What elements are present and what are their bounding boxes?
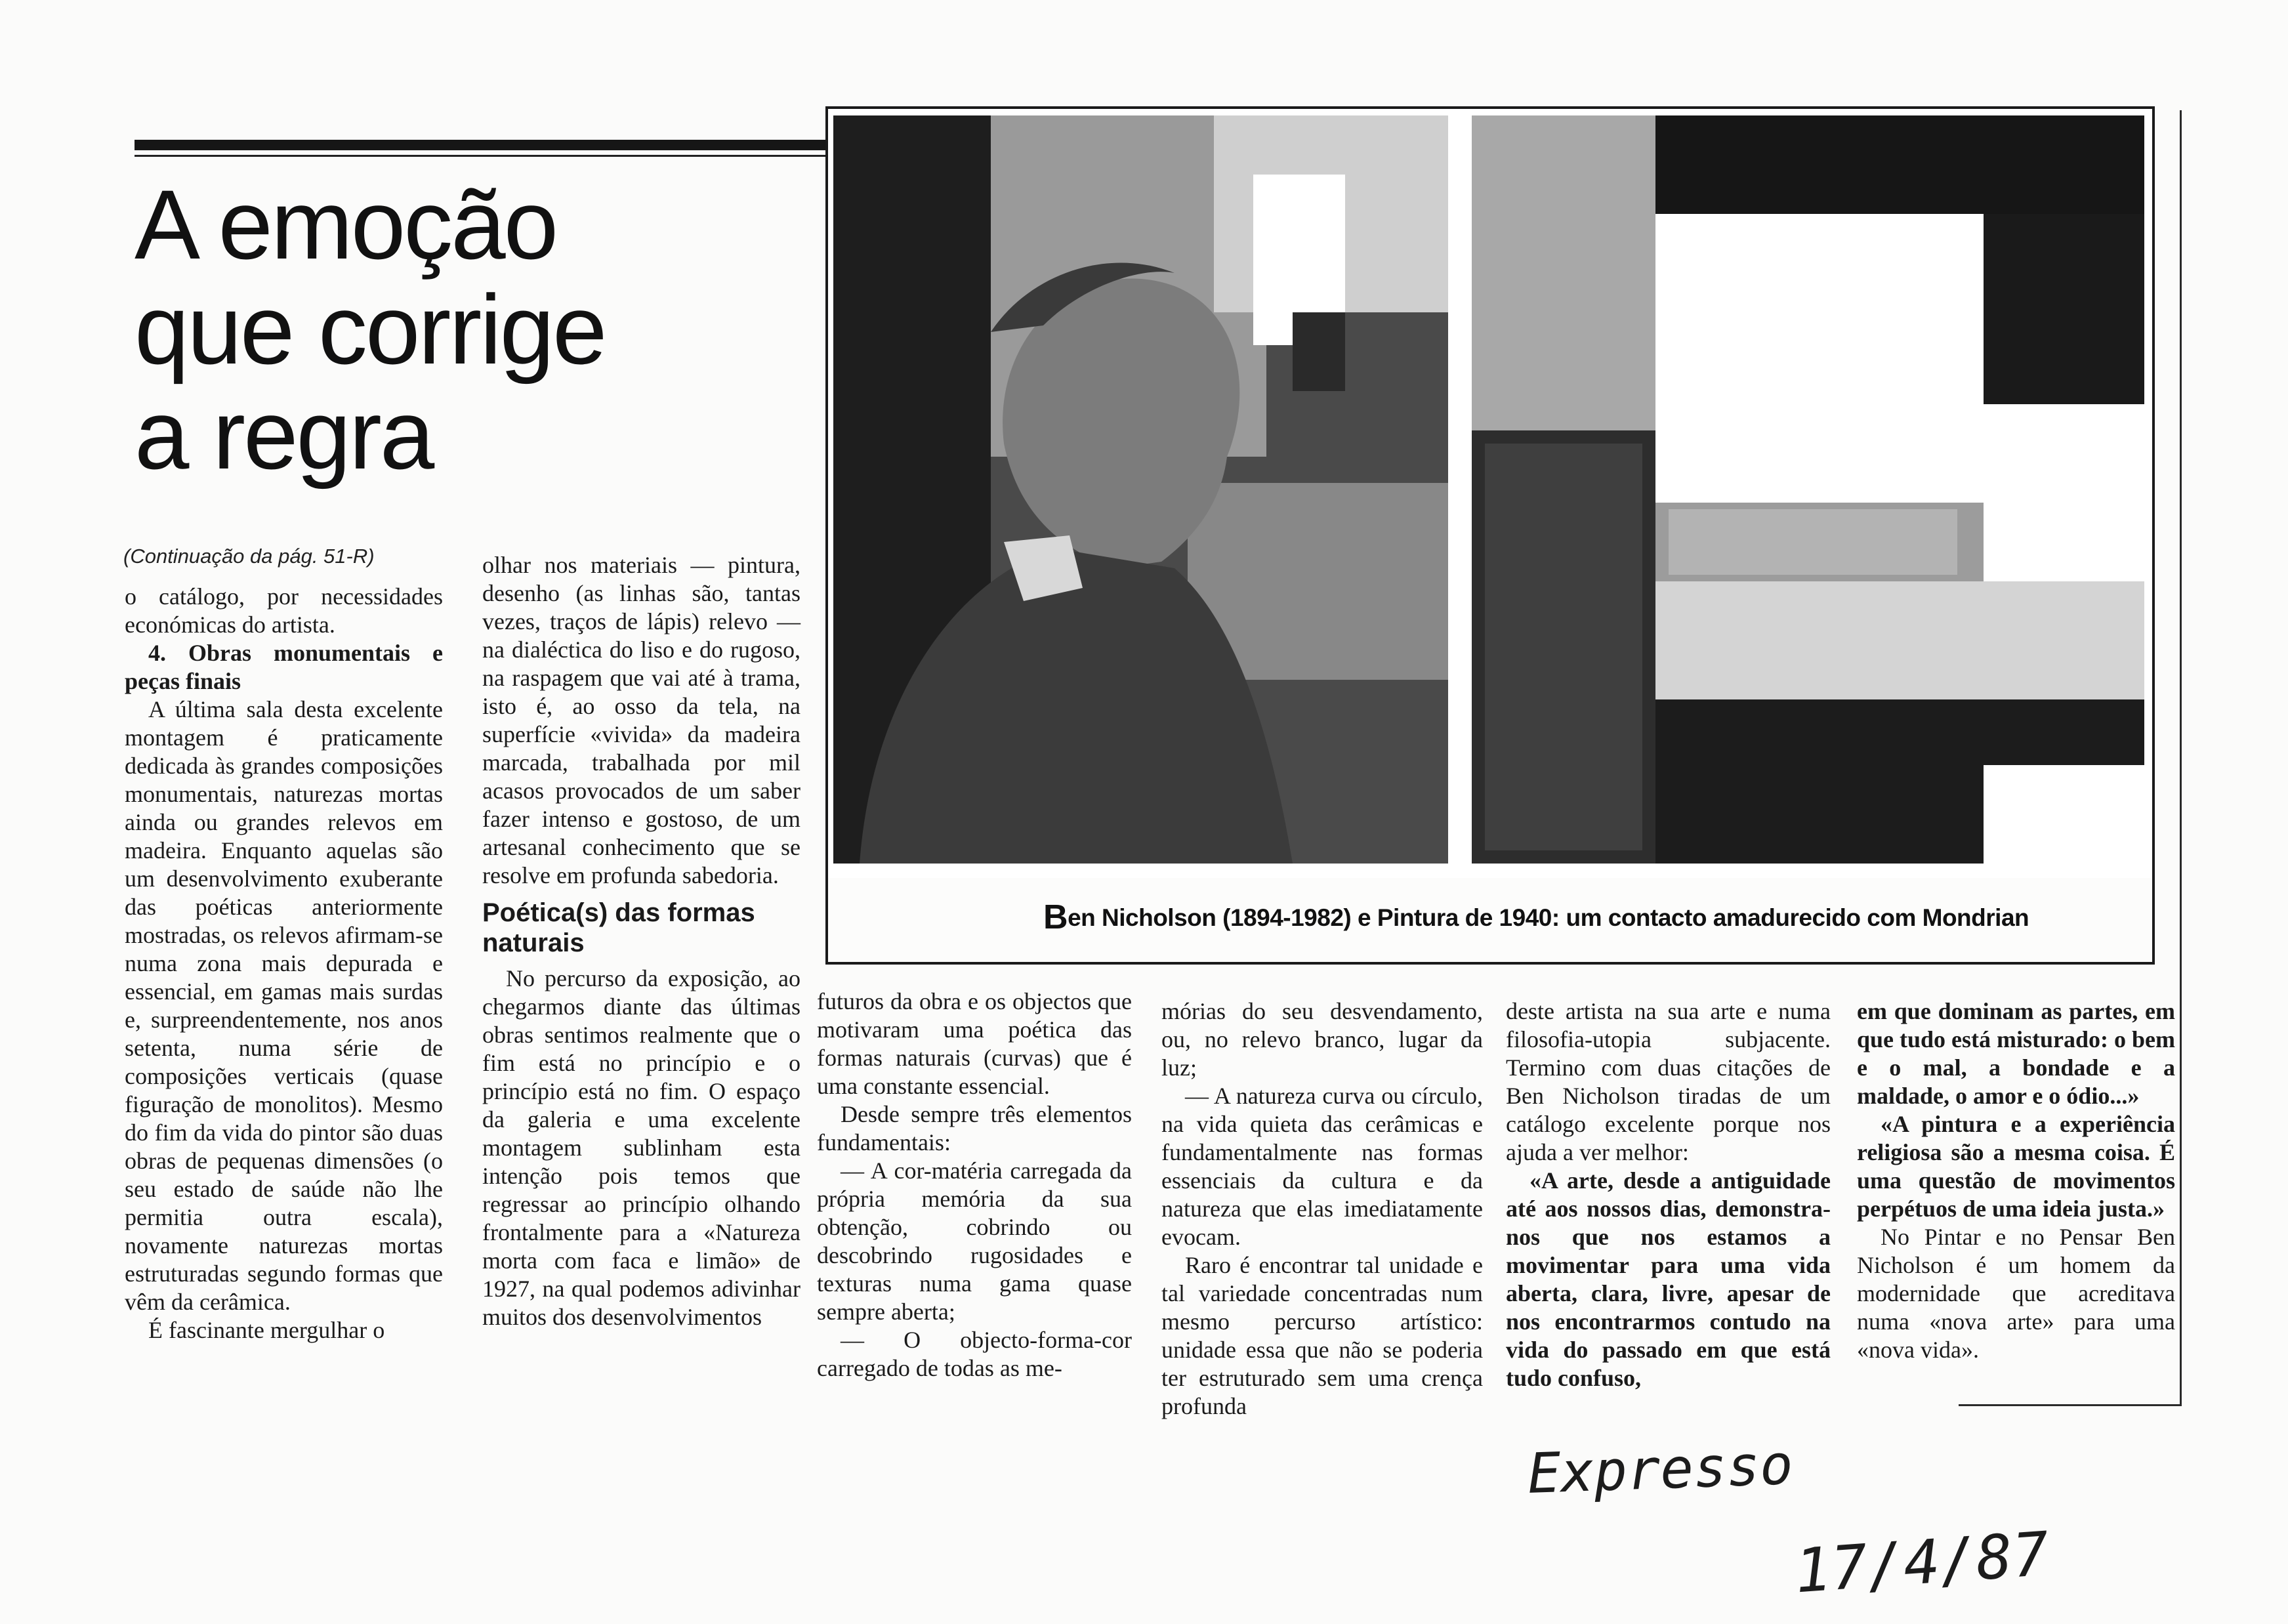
handwritten-date: 17/4/87 xyxy=(1792,1518,2051,1607)
painting-photo-art xyxy=(1472,115,2144,864)
paragraph: No Pintar e no Pensar Ben Nicholson é um homem da modernidade que acreditava numa «nova arte» para uma «nova vida». xyxy=(1857,1224,2175,1363)
caption-initial: B xyxy=(1043,898,1068,936)
paragraph: olhar nos materiais — pintura, desenho (as linhas são, tantas vezes, traços de lápis) relevo — na dialéctica do liso e do rugoso, na raspagem que vai até à trama, isto é, ao osso da tela, na superfície «vivida» da madeira marcada, trabalhada por mil acasos provocados de um saber fazer intenso e gostoso, de um artesanal conhecimento que se resolve em profunda sabedoria. xyxy=(482,552,801,888)
quote-paragraph: «A pintura e a experiência religiosa são a mesma coisa. É uma questão de movimentos perpétuos de uma ideia justa.» xyxy=(1857,1111,2175,1222)
paragraph: No percurso da exposição, ao chegarmos diante das últimas obras sentimos realmente que o fim está no princípio e o princípio está no fim. O espaço da galeria e uma excelente montagem sublinham esta intenção pois temos que regressar ao princípio olhando frontalmente para a «Natureza morta com faca e limão» de 1927, na qual podemos adivinhar muitos dos desenvolvimentos xyxy=(482,965,801,1330)
paragraph: — A cor-matéria carregada da própria memória da sua obtenção, cobrindo ou descobrindo rugosidades e texturas numa gama quase sempre aberta; xyxy=(817,1157,1132,1325)
quote-paragraph: «A arte, desde a antiguidade até aos nossos dias, demonstra-nos que nos estamos a movimentar para uma vida aberta, clara, livre, apesar de nos encontrarmos contudo na vida do passado em que está tudo confuso, xyxy=(1506,1167,1831,1391)
portrait-photo xyxy=(833,115,1448,864)
paragraph: A última sala desta excelente montagem é praticamente dedicada às grandes composições monumentais, naturezas mortas ainda ou grandes relevos em madeira. Enquanto aquelas são um desenvolvimento exuberante das poéticas anteriormente mostradas, os relevos afirmam-se numa zona mais depurada e essencial, em gamas mais surdas e, surpreendentemente, nos anos setenta, numa série de composições verticais (quase figuração de monolitos). Mesmo do fim da vida do pintor são duas obras de pequenas dimensões (o seu estado de saúde não lhe permitia outra escala), novamente naturezas mortas estruturadas segundo formas que vêm da cerâmica. xyxy=(125,696,443,1315)
caption-text: en Nicholson (1894-1982) e Pintura de 1940: um contacto amadurecido com Mondrian xyxy=(1068,904,2029,931)
top-rule-thin xyxy=(135,155,827,157)
paragraph: deste artista na sua arte e numa filosofia-utopia subjacente. Termino com duas citações de Ben Nicholson tiradas de um catálogo excelente porque nos ajuda a ver melhor: xyxy=(1506,998,1831,1165)
article-column-3 xyxy=(817,988,1132,1383)
paragraph: mórias do seu desvendamento, ou, no relevo branco, lugar da luz; xyxy=(1161,998,1483,1081)
paragraph: É fascinante mergulhar o xyxy=(148,1317,385,1343)
paragraph: o catálogo, por necessidades económicas do artista. xyxy=(125,583,443,638)
top-rule xyxy=(135,140,827,150)
paragraph: futuros da obra e os objectos que motivaram uma poética das formas naturais (curvas) que é uma constante essencial. xyxy=(817,988,1132,1099)
article-column-6 xyxy=(1857,997,2175,1364)
section-subheading: 4. Obras monumentais e peças finais xyxy=(125,640,443,694)
headline-line-3: a regra xyxy=(135,379,433,489)
painting-photo xyxy=(1472,115,2144,864)
photo-caption xyxy=(1043,898,2029,937)
article-column-1 xyxy=(125,583,443,1344)
paragraph: Desde sempre três elementos fundamentais: xyxy=(817,1101,1132,1156)
paragraph: — A natureza curva ou círculo, na vida quieta das cerâmicas e fundamentalmente nas formas essenciais da cultura e da natureza que elas imediatamente evocam. xyxy=(1161,1083,1483,1250)
paragraph: Raro é encontrar tal unidade e tal variedade concentradas num mesmo percurso artístico: unidade essa que não se poderia ter estruturado sem uma crença profunda xyxy=(1161,1252,1483,1419)
headline-line-2: que corrige xyxy=(135,274,606,385)
headline-line-1: A emoção xyxy=(135,169,557,280)
continuation-note: (Continuação da pág. 51-R) xyxy=(123,545,375,568)
bottom-rule xyxy=(1959,1404,2182,1406)
headline xyxy=(135,169,830,489)
right-rule xyxy=(2180,110,2182,1404)
article-column-2 xyxy=(482,551,801,1331)
handwritten-publication: Expresso xyxy=(1526,1432,1795,1507)
article-column-4 xyxy=(1161,997,1483,1421)
portrait-photo-art xyxy=(833,115,1448,864)
quote-paragraph: em que dominam as partes, em que tudo está misturado: o bem e o mal, a bondade e a maldade, o amor e o ódio...» xyxy=(1857,998,2176,1109)
article-column-5 xyxy=(1506,997,1831,1392)
section-heading: Poética(s) das formas naturais xyxy=(482,898,755,957)
paragraph: — O objecto-forma-cor carregado de todas as me- xyxy=(817,1327,1132,1381)
